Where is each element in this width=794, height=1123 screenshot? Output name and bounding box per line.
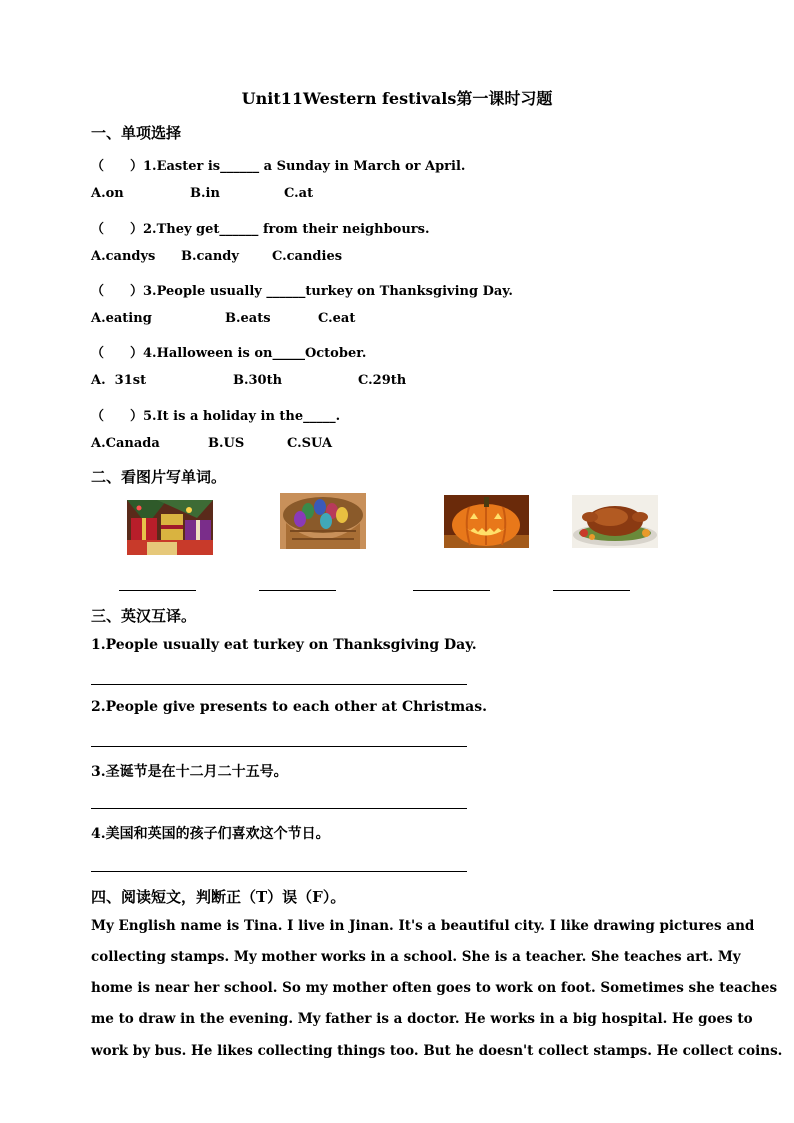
q1-option-a: A.on xyxy=(91,186,124,201)
reading-line-1: My English name is Tina. I live in Jinan. It's a beautiful city. I like drawing pictures and xyxy=(91,918,755,934)
q4-option-b: B.30th xyxy=(233,373,283,388)
roast-turkey-image xyxy=(572,495,658,548)
translation-answer-line-1[interactable] xyxy=(91,684,467,685)
reading-line-2: collecting stamps. My mother works in a school. She is a teacher. She teaches art. My xyxy=(91,949,741,965)
question-3: （ ）3.People usually ______turkey on Thanksgiving Day. xyxy=(91,284,513,299)
answer-blank-2[interactable] xyxy=(259,590,336,591)
q5-option-c: C.SUA xyxy=(287,436,333,451)
question-4: （ ）4.Halloween is on_____October. xyxy=(91,346,367,361)
section-4-heading: 四、阅读短文，判断正（T）误（F）。 xyxy=(91,888,346,906)
easter-eggs-basket-image xyxy=(280,493,366,549)
section-1-heading: 一、单项选择 xyxy=(91,124,182,142)
q1-option-b: B.in xyxy=(190,186,220,201)
answer-blank-4[interactable] xyxy=(553,590,630,591)
halloween-pumpkin-image xyxy=(444,495,529,548)
christmas-presents-image xyxy=(127,500,213,555)
q4-option-c: C.29th xyxy=(358,373,407,388)
translation-item-3: 3.圣诞节是在十二月二十五号。 xyxy=(91,764,288,780)
q2-option-a: A.candys xyxy=(91,249,156,264)
q1-option-c: C.at xyxy=(284,186,314,201)
page-title: Unit11Western festivals第一课时习题 xyxy=(241,89,553,108)
translation-answer-line-2[interactable] xyxy=(91,746,467,747)
reading-line-5: work by bus. He likes collecting things too. But he doesn't collect stamps. He collect coins. xyxy=(91,1043,783,1059)
q3-option-c: C.eat xyxy=(318,311,356,326)
q2-option-b: B.candy xyxy=(181,249,239,264)
translation-answer-line-3[interactable] xyxy=(91,808,467,809)
q3-option-b: B.eats xyxy=(225,311,271,326)
question-2: （ ）2.They get______ from their neighbours. xyxy=(91,222,430,237)
question-1: （ ）1.Easter is______ a Sunday in March or April. xyxy=(91,159,466,174)
answer-blank-3[interactable] xyxy=(413,590,490,591)
question-5: （ ）5.It is a holiday in the_____. xyxy=(91,409,341,424)
section-3-heading: 三、英汉互译。 xyxy=(91,607,197,625)
q3-option-a: A.eating xyxy=(91,311,152,326)
reading-line-4: me to draw in the evening. My father is a doctor. He works in a big hospital. He goes to xyxy=(91,1011,753,1027)
reading-line-3: home is near her school. So my mother often goes to work on foot. Sometimes she teaches xyxy=(91,980,778,996)
q2-option-c: C.candies xyxy=(272,249,343,264)
translation-item-4: 4.美国和英国的孩子们喜欢这个节日。 xyxy=(91,826,330,842)
q5-option-a: A.Canada xyxy=(91,436,160,451)
q4-option-a: A. 31st xyxy=(91,373,147,388)
translation-item-2: 2.People give presents to each other at Christmas. xyxy=(91,699,487,715)
q5-option-b: B.US xyxy=(208,436,245,451)
answer-blank-1[interactable] xyxy=(119,590,196,591)
translation-item-1: 1.People usually eat turkey on Thanksgiving Day. xyxy=(91,637,477,653)
translation-answer-line-4[interactable] xyxy=(91,871,467,872)
section-2-heading: 二、看图片写单词。 xyxy=(91,468,227,486)
